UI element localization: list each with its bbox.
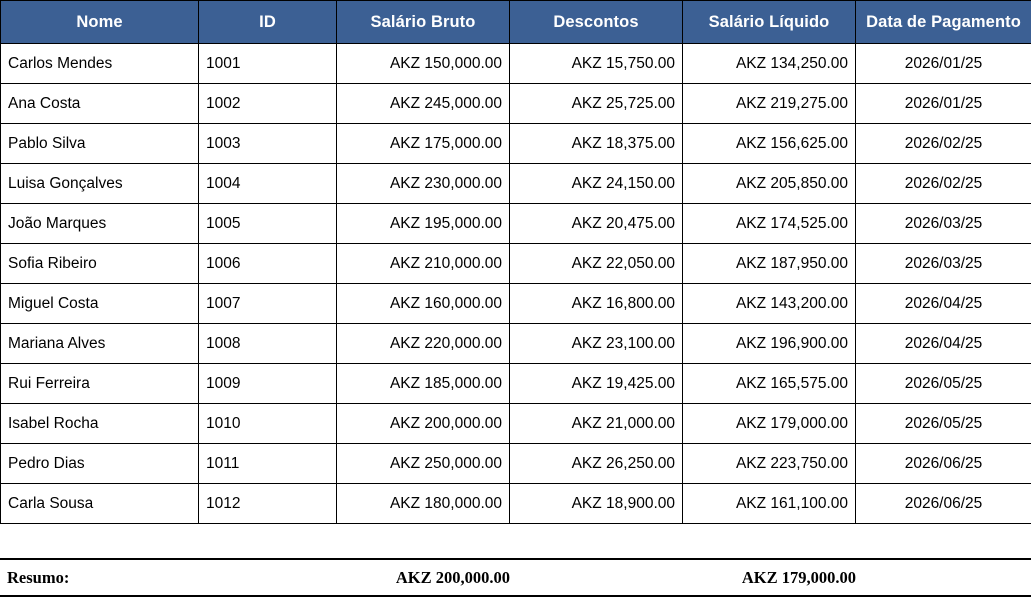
cell-descontos[interactable]: AKZ 21,000.00: [510, 404, 683, 444]
cell-nome[interactable]: Carla Sousa: [1, 484, 199, 524]
cell-salario-bruto[interactable]: AKZ 175,000.00: [337, 124, 510, 164]
cell-data-pagamento[interactable]: 2026/05/25: [856, 404, 1031, 444]
cell-data-pagamento[interactable]: 2026/01/25: [856, 44, 1031, 84]
column-header-data-pagamento[interactable]: Data de Pagamento: [856, 1, 1031, 44]
cell-salario-bruto[interactable]: AKZ 180,000.00: [337, 484, 510, 524]
table-row[interactable]: [1, 364, 1031, 404]
table-row[interactable]: [1, 244, 1031, 284]
cell-data-pagamento[interactable]: 2026/06/25: [856, 444, 1031, 484]
cell-descontos[interactable]: AKZ 19,425.00: [510, 364, 683, 404]
header-row: [1, 1, 1031, 44]
table-row[interactable]: [1, 44, 1031, 84]
cell-nome[interactable]: Sofia Ribeiro: [1, 244, 199, 284]
cell-salario-liquido[interactable]: AKZ 187,950.00: [683, 244, 856, 284]
cell-id[interactable]: 1002: [199, 84, 337, 124]
summary-value-salario-bruto: AKZ 200,000.00: [395, 568, 510, 587]
cell-data-pagamento[interactable]: 2026/02/25: [856, 164, 1031, 204]
cell-salario-bruto[interactable]: AKZ 200,000.00: [337, 404, 510, 444]
column-header-id[interactable]: ID: [199, 1, 337, 44]
cell-salario-liquido[interactable]: AKZ 179,000.00: [683, 404, 856, 444]
cell-data-pagamento[interactable]: 2026/03/25: [856, 244, 1031, 284]
cell-descontos[interactable]: AKZ 20,475.00: [510, 204, 683, 244]
table-row[interactable]: [1, 484, 1031, 524]
table-body: [1, 44, 1031, 524]
cell-salario-liquido[interactable]: AKZ 165,575.00: [683, 364, 856, 404]
cell-id[interactable]: 1004: [199, 164, 337, 204]
cell-id[interactable]: 1008: [199, 324, 337, 364]
table-row[interactable]: [1, 124, 1031, 164]
cell-data-pagamento[interactable]: 2026/02/25: [856, 124, 1031, 164]
cell-data-pagamento[interactable]: 2026/04/25: [856, 284, 1031, 324]
column-header-nome[interactable]: Nome: [1, 1, 199, 44]
cell-descontos[interactable]: AKZ 16,800.00: [510, 284, 683, 324]
cell-data-pagamento[interactable]: 2026/05/25: [856, 364, 1031, 404]
cell-descontos[interactable]: AKZ 15,750.00: [510, 44, 683, 84]
cell-data-pagamento[interactable]: 2026/06/25: [856, 484, 1031, 524]
cell-id[interactable]: 1009: [199, 364, 337, 404]
cell-id[interactable]: 1006: [199, 244, 337, 284]
cell-nome[interactable]: Carlos Mendes: [1, 44, 199, 84]
cell-salario-liquido[interactable]: AKZ 205,850.00: [683, 164, 856, 204]
column-header-salario-liquido[interactable]: Salário Líquido: [683, 1, 856, 44]
cell-id[interactable]: 1005: [199, 204, 337, 244]
cell-salario-liquido[interactable]: AKZ 219,275.00: [683, 84, 856, 124]
cell-salario-liquido[interactable]: AKZ 174,525.00: [683, 204, 856, 244]
cell-salario-liquido[interactable]: AKZ 196,900.00: [683, 324, 856, 364]
cell-nome[interactable]: Isabel Rocha: [1, 404, 199, 444]
cell-salario-bruto[interactable]: AKZ 230,000.00: [337, 164, 510, 204]
cell-id[interactable]: 1012: [199, 484, 337, 524]
cell-salario-liquido[interactable]: AKZ 223,750.00: [683, 444, 856, 484]
cell-descontos[interactable]: AKZ 23,100.00: [510, 324, 683, 364]
table-row[interactable]: [1, 444, 1031, 484]
cell-descontos[interactable]: AKZ 22,050.00: [510, 244, 683, 284]
cell-nome[interactable]: João Marques: [1, 204, 199, 244]
column-header-salario-bruto[interactable]: Salário Bruto: [337, 1, 510, 44]
cell-descontos[interactable]: AKZ 26,250.00: [510, 444, 683, 484]
cell-salario-bruto[interactable]: AKZ 150,000.00: [337, 44, 510, 84]
cell-id[interactable]: 1001: [199, 44, 337, 84]
cell-salario-bruto[interactable]: AKZ 210,000.00: [337, 244, 510, 284]
table-row[interactable]: [1, 84, 1031, 124]
cell-salario-bruto[interactable]: AKZ 185,000.00: [337, 364, 510, 404]
cell-salario-bruto[interactable]: AKZ 220,000.00: [337, 324, 510, 364]
cell-salario-liquido[interactable]: AKZ 161,100.00: [683, 484, 856, 524]
table-row[interactable]: [1, 324, 1031, 364]
cell-nome[interactable]: Ana Costa: [1, 84, 199, 124]
cell-nome[interactable]: Pablo Silva: [1, 124, 199, 164]
cell-salario-liquido[interactable]: AKZ 156,625.00: [683, 124, 856, 164]
cell-descontos[interactable]: AKZ 18,900.00: [510, 484, 683, 524]
cell-nome[interactable]: Pedro Dias: [1, 444, 199, 484]
table-row[interactable]: [1, 284, 1031, 324]
cell-id[interactable]: 1003: [199, 124, 337, 164]
cell-id[interactable]: 1007: [199, 284, 337, 324]
cell-salario-bruto[interactable]: AKZ 160,000.00: [337, 284, 510, 324]
table-row[interactable]: [1, 404, 1031, 444]
summary-row: [0, 558, 1031, 597]
cell-nome[interactable]: Mariana Alves: [1, 324, 199, 364]
cell-id[interactable]: 1010: [199, 404, 337, 444]
cell-descontos[interactable]: AKZ 18,375.00: [510, 124, 683, 164]
summary-label: Resumo:: [7, 568, 70, 587]
column-header-descontos[interactable]: Descontos: [510, 1, 683, 44]
cell-data-pagamento[interactable]: 2026/04/25: [856, 324, 1031, 364]
cell-data-pagamento[interactable]: 2026/03/25: [856, 204, 1031, 244]
cell-salario-bruto[interactable]: AKZ 250,000.00: [337, 444, 510, 484]
cell-nome[interactable]: Miguel Costa: [1, 284, 199, 324]
cell-descontos[interactable]: AKZ 24,150.00: [510, 164, 683, 204]
summary-value-salario-liquido: AKZ 179,000.00: [741, 568, 856, 587]
cell-descontos[interactable]: AKZ 25,725.00: [510, 84, 683, 124]
table-header: [1, 1, 1031, 44]
cell-salario-bruto[interactable]: AKZ 195,000.00: [337, 204, 510, 244]
cell-nome[interactable]: Rui Ferreira: [1, 364, 199, 404]
cell-data-pagamento[interactable]: 2026/01/25: [856, 84, 1031, 124]
cell-salario-liquido[interactable]: AKZ 143,200.00: [683, 284, 856, 324]
cell-id[interactable]: 1011: [199, 444, 337, 484]
table-row[interactable]: [1, 164, 1031, 204]
cell-salario-liquido[interactable]: AKZ 134,250.00: [683, 44, 856, 84]
cell-nome[interactable]: Luisa Gonçalves: [1, 164, 199, 204]
table-row[interactable]: [1, 204, 1031, 244]
cell-salario-bruto[interactable]: AKZ 245,000.00: [337, 84, 510, 124]
